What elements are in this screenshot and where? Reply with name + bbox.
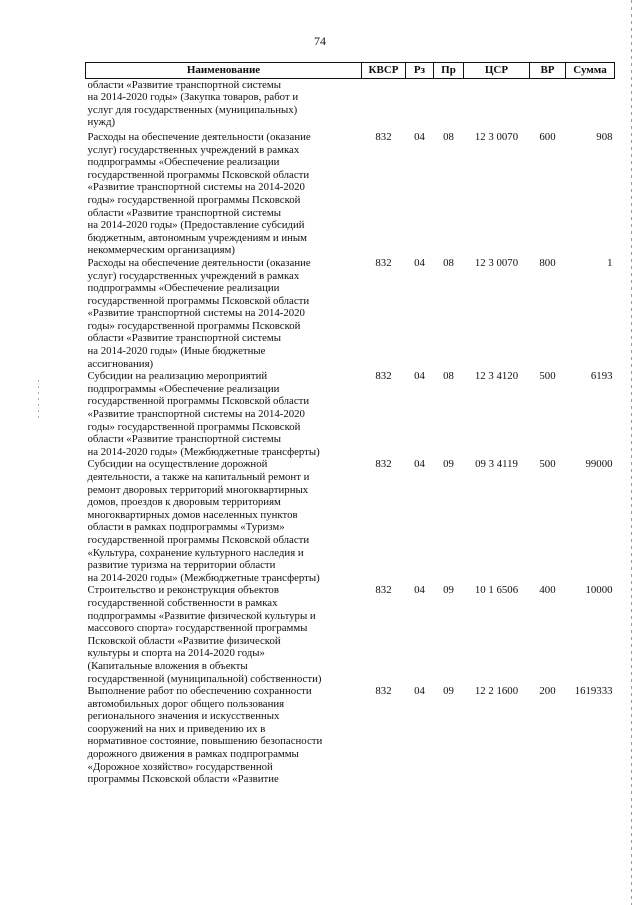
row-sum: 10000	[585, 584, 613, 597]
row-name-line: массового спорта» государственной программы	[87, 622, 308, 635]
row-name-line: деятельности, а также на капитальный ремонт и	[87, 471, 310, 483]
row-name-line: услуг) государственных учреждений в рамках	[87, 269, 300, 282]
row-name-line: бюджетным, автономным учреждениям и иным	[87, 231, 307, 244]
row-name-line: Расходы на обеспечение деятельности (оказание	[87, 130, 311, 143]
table-row	[86, 584, 615, 685]
row-name-line: подпрограммы «Обеспечение реализации	[87, 382, 280, 395]
row-name-line: (Капитальные вложения в объекты	[87, 659, 248, 672]
row-name-line: «Развитие транспортной системы на 2014-2020	[87, 408, 305, 421]
row-name-line: государственной программы Псковской области	[87, 294, 310, 307]
row-rz: 04	[414, 458, 425, 471]
row-name	[86, 370, 362, 458]
header-row	[86, 63, 615, 79]
row-name-line: «Культура, сохранение культурного наследия и	[87, 546, 304, 559]
row-rz: 04	[414, 256, 425, 269]
row-name-line: Субсидии на осуществление дорожной	[87, 458, 268, 471]
row-rz	[406, 78, 434, 131]
header-csr: ЦСР	[464, 63, 530, 79]
row-name-line: «Дорожное хозяйство» государственной	[87, 760, 273, 773]
row-name-line: домов, проездов к дворовым территориям	[87, 496, 281, 509]
header-vr: ВР	[530, 63, 566, 79]
row-kvsr: 832	[375, 685, 392, 698]
table-row	[86, 131, 615, 257]
table-row	[86, 78, 615, 131]
row-kvsr	[362, 78, 406, 131]
row-pr: 09	[443, 685, 454, 698]
row-name-line: нужд)	[87, 116, 116, 129]
row-csr: 12 3 4120	[474, 370, 519, 383]
row-name-line: Псковской области «Развитие физической	[87, 634, 281, 647]
page-number: 74	[314, 34, 326, 48]
row-pr: 08	[443, 370, 454, 383]
table-row	[86, 257, 615, 370]
row-csr: 09 3 4119	[475, 458, 518, 471]
row-name-line: государственной собственности в рамках	[87, 596, 278, 609]
row-name-line: на 2014-2020 годы» (Иные бюджетные	[87, 345, 266, 358]
row-name-line: государственной (муниципальной) собственности)	[87, 672, 322, 685]
row-name-line: регионального значения и искусственных	[87, 710, 280, 723]
row-name-line: ассигнования)	[87, 357, 154, 370]
table-body	[86, 78, 615, 786]
table-row	[86, 458, 615, 584]
header-pr: Пр	[434, 63, 464, 79]
budget-table	[85, 62, 615, 786]
row-name-line: услуг) государственных учреждений в рамках	[87, 143, 300, 156]
row-kvsr: 832	[375, 584, 392, 597]
row-vr	[530, 78, 566, 131]
row-name-line: подпрограммы «Развитие физической культуры и	[87, 609, 316, 622]
row-name-line: ремонт дворовых территорий многоквартирных	[87, 483, 309, 496]
scan-edge-right	[631, 0, 632, 905]
row-name	[86, 257, 362, 370]
row-name	[86, 131, 362, 257]
row-name-line: области в рамках подпрограммы «Туризм»	[87, 521, 285, 534]
row-pr: 08	[443, 256, 454, 269]
header-name: Наименование	[86, 63, 362, 79]
row-vr: 500	[539, 370, 556, 383]
row-csr: 12 3 0070	[474, 256, 519, 269]
table-header	[86, 63, 615, 79]
row-name-line: области «Развитие транспортной системы	[87, 433, 281, 446]
row-name-line: многоквартирных домов населенных пунктов	[87, 508, 298, 521]
table-row	[86, 370, 615, 458]
row-name-line: на 2014-2020 годы» (Межбюджетные трансферты)	[87, 571, 320, 584]
row-vr: 400	[539, 584, 556, 597]
row-sum: 908	[596, 130, 613, 143]
row-vr: 200	[539, 685, 556, 698]
row-rz: 04	[414, 130, 425, 143]
row-vr: 600	[539, 130, 556, 143]
row-sum: 6193	[590, 370, 613, 383]
row-name-line: государственной программы Псковской области	[87, 395, 310, 408]
row-csr: 12 3 0070	[474, 130, 519, 143]
scan-mark-left	[38, 380, 39, 420]
row-sum: 1	[607, 256, 613, 269]
row-kvsr: 832	[375, 458, 392, 471]
row-name-line: «Развитие транспортной системы на 2014-2020	[87, 307, 305, 320]
row-sum: 99000	[585, 458, 613, 471]
row-name-line: годы» государственной программы Псковской	[87, 420, 301, 433]
row-name-line: области «Развитие транспортной системы	[87, 332, 281, 345]
row-name-line: Расходы на обеспечение деятельности (оказание	[87, 256, 311, 269]
row-name-line: на 2014-2020 годы» (Межбюджетные трансферты)	[87, 445, 320, 458]
row-name-line: области «Развитие транспортной системы	[87, 78, 281, 91]
row-name-line: развитие туризма на территории области	[87, 559, 276, 572]
row-name-line: культуры и спорта на 2014-2020 годы»	[87, 647, 265, 660]
row-vr: 800	[539, 256, 556, 269]
row-name	[86, 78, 362, 131]
row-name-line: Субсидии на реализацию мероприятий	[87, 370, 268, 383]
header-rz: Рз	[406, 63, 434, 79]
table-row	[86, 685, 615, 786]
header-sum: Сумма	[566, 63, 615, 79]
row-name-line: автомобильных дорог общего пользования	[87, 697, 285, 710]
row-pr: 08	[443, 130, 454, 143]
row-name-line: на 2014-2020 годы» (Закупка товаров, работ и	[87, 91, 299, 104]
row-name-line: на 2014-2020 годы» (Предоставление субсидий	[87, 219, 305, 232]
row-name-line: Строительство и реконструкция объектов	[87, 584, 279, 597]
row-kvsr: 832	[375, 130, 392, 143]
row-sum	[566, 78, 615, 131]
row-name-line: нормативное состояние, повышению безопасности	[87, 735, 323, 748]
row-name-line: государственной программы Псковской области	[87, 533, 310, 546]
row-kvsr: 832	[375, 256, 392, 269]
row-name-line: дорожного движения в рамках подпрограммы	[87, 748, 299, 761]
row-kvsr: 832	[375, 370, 392, 383]
row-name-line: подпрограммы «Обеспечение реализации	[87, 282, 280, 295]
row-rz: 04	[414, 584, 425, 597]
row-name-line: годы» государственной программы Псковской	[87, 193, 301, 206]
row-csr	[464, 78, 530, 131]
row-name-line: услуг для государственных (муниципальных)	[87, 103, 298, 116]
row-name-line: Выполнение работ по обеспечению сохранности	[87, 685, 312, 698]
header-kvsr: КВСР	[362, 63, 406, 79]
row-name-line: подпрограммы «Обеспечение реализации	[87, 156, 280, 169]
row-csr: 12 2 1600	[474, 685, 519, 698]
row-name-line: программы Псковской области «Развитие	[87, 773, 279, 786]
row-name-line: некоммерческим организациям)	[87, 244, 235, 257]
row-name-line: государственной программы Псковской области	[87, 168, 310, 181]
row-name-line: «Развитие транспортной системы на 2014-2020	[87, 181, 305, 194]
row-pr	[434, 78, 464, 131]
row-pr: 09	[443, 458, 454, 471]
row-name-line: годы» государственной программы Псковской	[87, 319, 301, 332]
row-name-line: сооружений на них и приведению их в	[87, 722, 266, 735]
row-vr: 500	[539, 458, 556, 471]
row-name	[86, 685, 362, 786]
row-pr: 09	[443, 584, 454, 597]
row-csr: 10 1 6506	[474, 584, 519, 597]
row-name	[86, 458, 362, 584]
row-name	[86, 584, 362, 685]
row-rz: 04	[414, 685, 425, 698]
row-name-line: области «Развитие транспортной системы	[87, 206, 281, 219]
row-sum: 1619333	[574, 685, 613, 698]
row-rz: 04	[414, 370, 425, 383]
